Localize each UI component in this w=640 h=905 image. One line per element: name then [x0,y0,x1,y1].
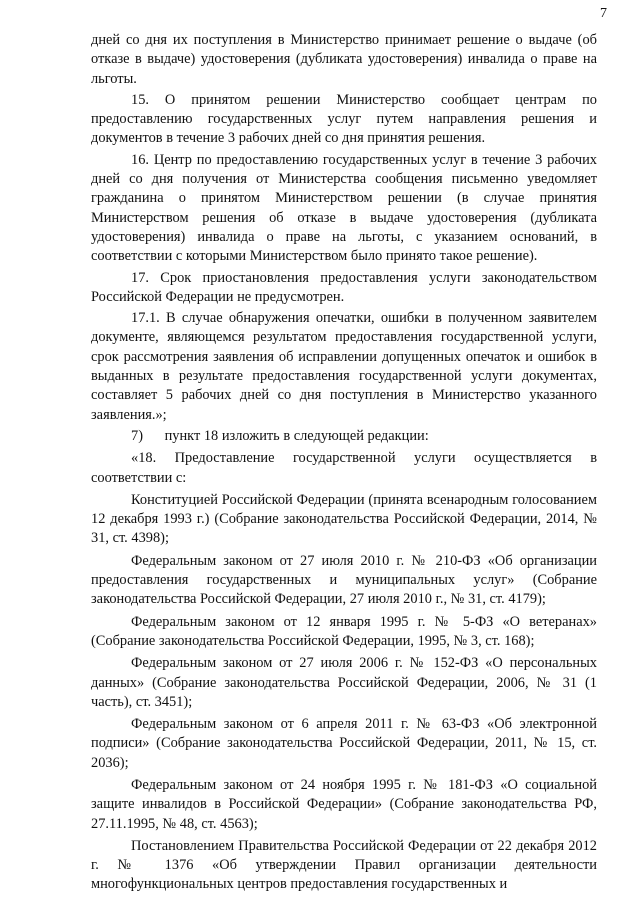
paragraph-law-5: Федеральным законом от 12 января 1995 г. № 5-ФЗ «О ветеранах» (Собрание законодательства Российской Федерации, 1995, № 3, ст. 168); [91,613,597,649]
page-number: 7 [600,6,607,21]
paragraph-item-15: 15. О принятом решении Министерство сообщает центрам по предоставлению государственных услуг путем направления решения и документов в течение 3 рабочих дней со дня принятия решения. [91,91,597,147]
paragraph-law-181: Федеральным законом от 24 ноября 1995 г. № 181-ФЗ «О социальной защите инвалидов в Российской Федерации» (Собрание законодательства РФ, 27.11.1995, № 48, ст. 4563); [91,776,597,832]
paragraph-resolution-1376: Постановлением Правительства Российской Федерации от 22 декабря 2012 г. № 1376 «Об утверждении Правил организации деятельности многофункциональных центров предоставления государственных и [91,837,597,893]
paragraph-constitution: Конституцией Российской Федерации (принята всенародным голосованием 12 декабря 1993 г.) (Собрание законодательства Российской Федерации, 2014, № 31, ст. 4398); [91,491,597,547]
paragraph-item-17: 17. Срок приостановления предоставления услуги законодательством Российской Федерации не предусмотрен. [91,269,597,305]
paragraph-law-210: Федеральным законом от 27 июля 2010 г. № 210-ФЗ «Об организации предоставления государственных и муниципальных услуг» (Собрание законодательства Российской Федерации, 27 июля 2010 г., № 31, ст. 4179); [91,552,597,608]
paragraph-law-152: Федеральным законом от 27 июля 2006 г. № 152-ФЗ «О персональных данных» (Собрание законодательства Российской Федерации, 2006, № 31 (1 часть), ст. 3451); [91,655,597,710]
paragraph-amendment-7: 7) пункт 18 изложить в следующей редакции: [131,427,429,444]
paragraph-item-16: 16. Центр по предоставлению государственных услуг в течение 3 рабочих дней со дня получения от Министерства сообщения письменно уведомляет гражданина о принятом Министерством решении (в случае принятия Министерством решения об отказе в выдаче удостоверения (дубликата удостоверения) инвалида о праве на льготы, с указанием оснований, в соответствии с которыми Министерством было принято такое решение). [91,151,597,265]
paragraph-law-63: Федеральным законом от 6 апреля 2011 г. № 63-ФЗ «Об электронной подписи» (Собрание законодательства Российской Федерации, 2011, № 15, ст. 2036); [91,716,597,771]
paragraph-item-18: «18. Предоставление государственной услуги осуществляется в соответствии с: [91,450,597,486]
paragraph-continuation: дней со дня их поступления в Министерство принимает решение о выдаче (об отказе в выдаче) удостоверения (дубликата удостоверения) инвалида о праве на льготы. [91,32,597,87]
paragraph-item-17-1: 17.1. В случае обнаружения опечатки, ошибки в полученном заявителем документе, являющемся результатом предоставления государственной услуги, срок рассмотрения заявления об исправлении допущенных опечаток и ошибок в выданных в результате предоставления государственной услуги документах, составляет 5 рабочих дней со дня поступления в Министерство указанного заявления.»; [91,310,597,423]
document-body [91,31,597,895]
